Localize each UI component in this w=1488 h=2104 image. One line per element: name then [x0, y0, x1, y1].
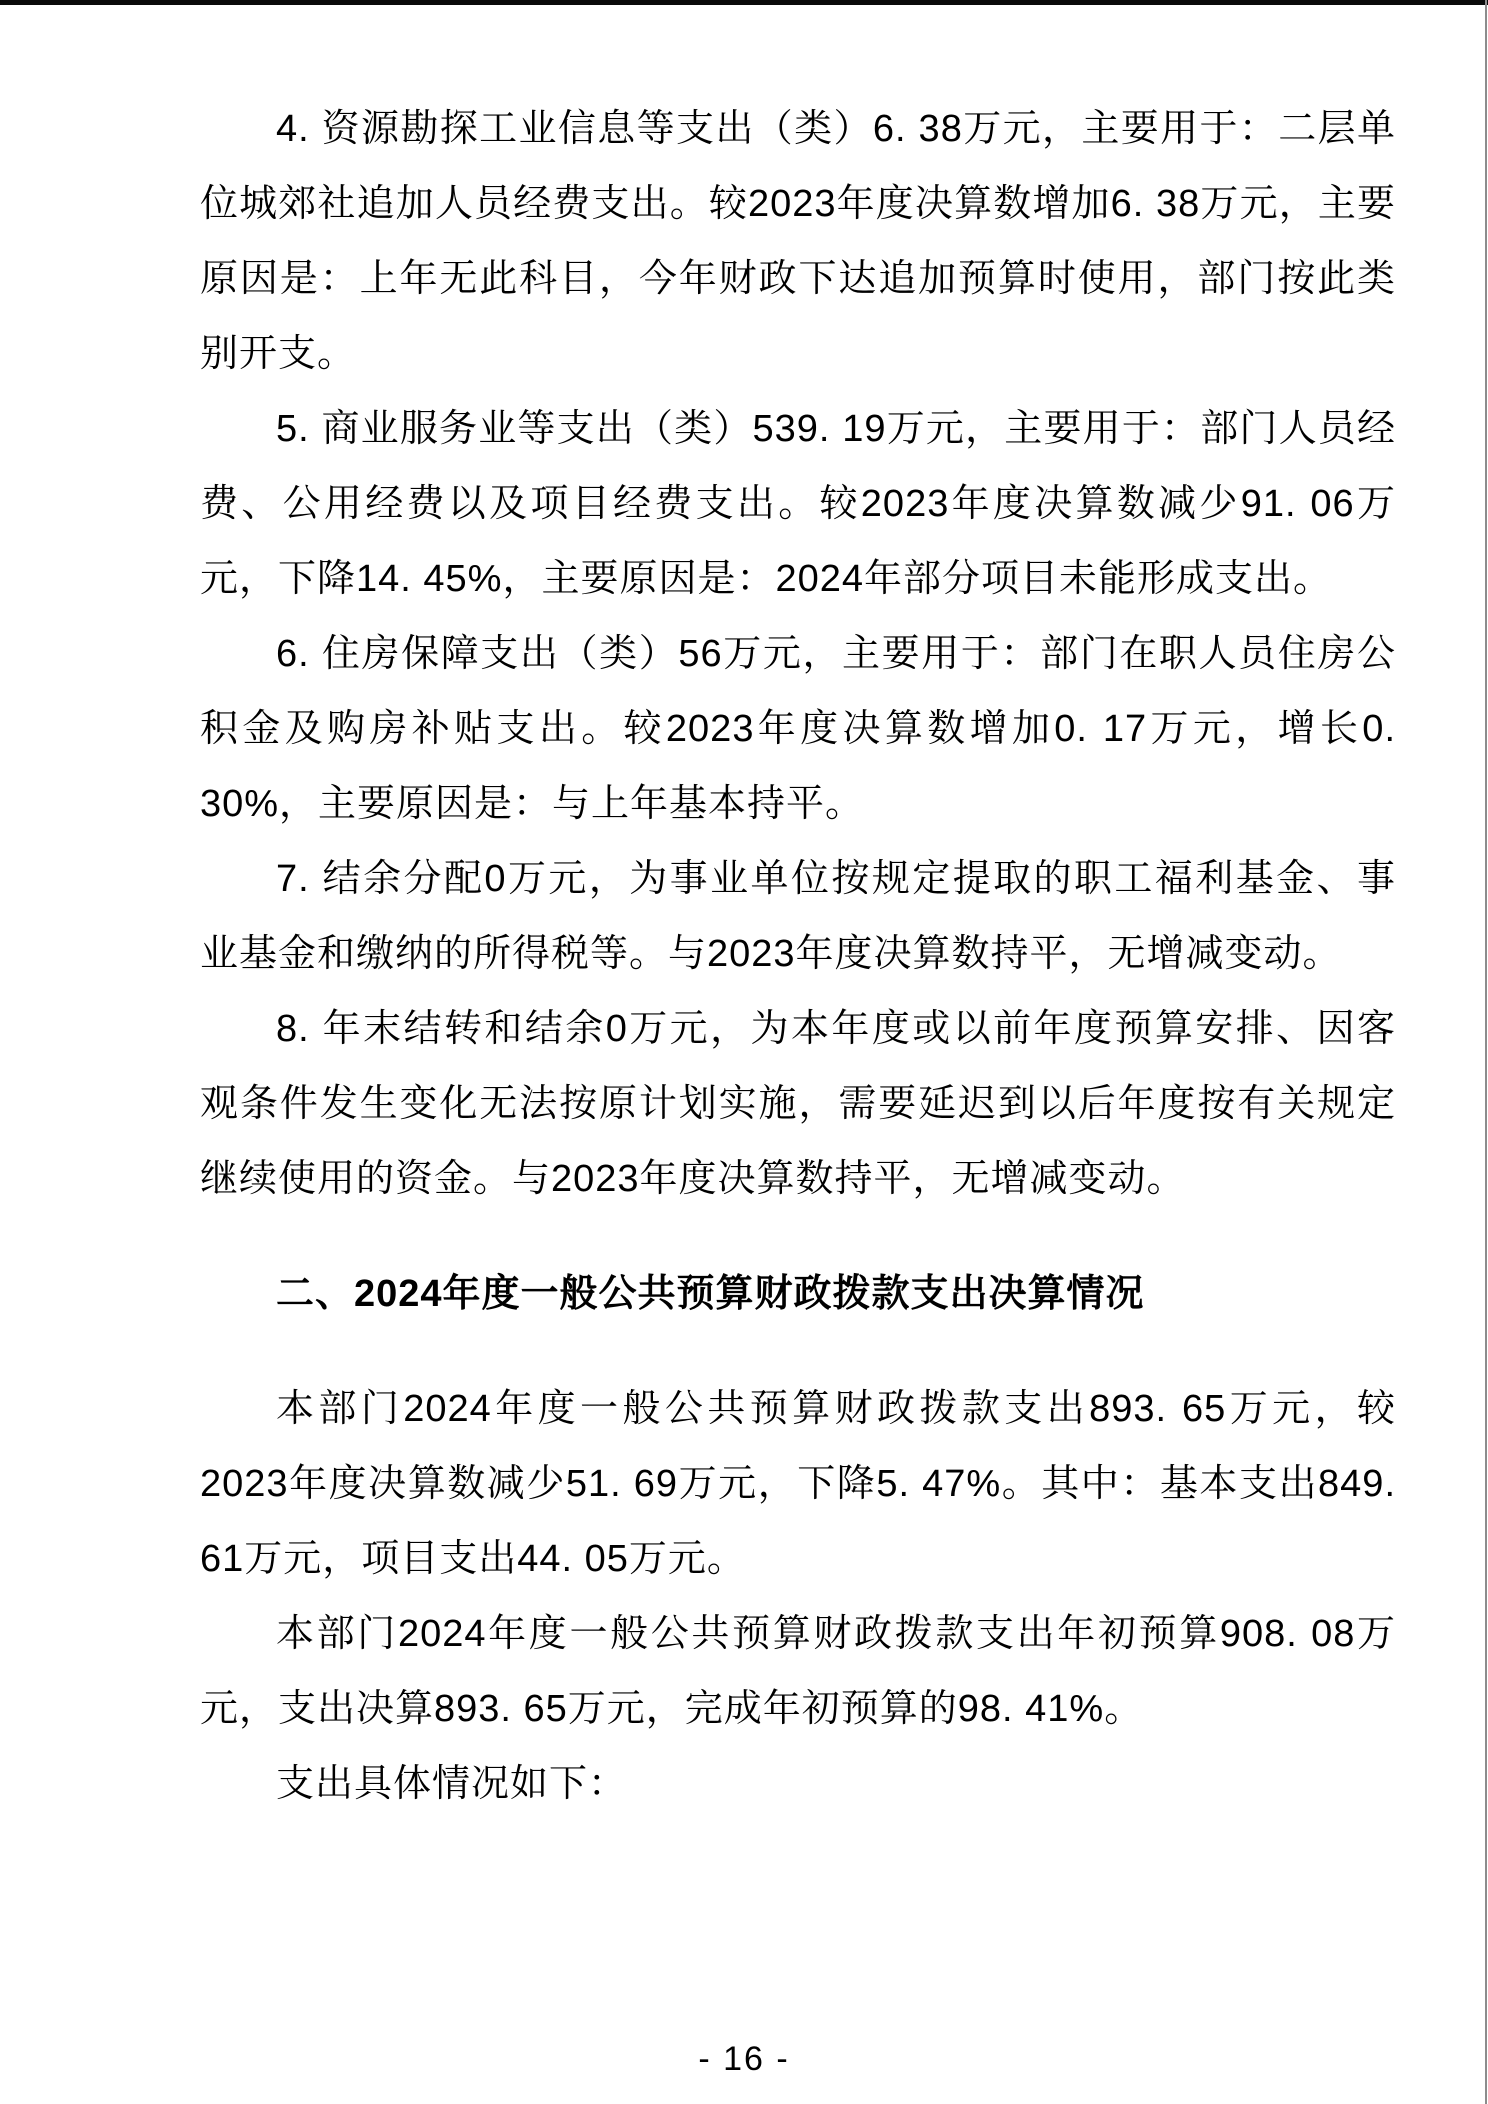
- scan-right-border: [1485, 0, 1487, 2104]
- document-body: [200, 0, 1396, 1822]
- paragraph-item-7: 7. 结余分配0万元，为事业单位按规定提取的职工福利基金、事业基金和缴纳的所得税等。与2023年度决算数持平，无增减变动。: [200, 858, 1396, 975]
- paragraph-item-5: 5. 商业服务业等支出（类）539. 19万元，主要用于：部门人员经费、公用经费以及项目经费支出。较2023年度决算数减少91. 06万元，下降14. 45%，主要原因是：2024年部分项目未能形成支出。: [200, 408, 1396, 600]
- page-number: - 16 -: [698, 2040, 790, 2078]
- paragraph-item-4: 4. 资源勘探工业信息等支出（类）6. 38万元，主要用于：二层单位城郊社追加人员经费支出。较2023年度决算数增加6. 38万元，主要原因是：上年无此科目，今年财政下达追加预算时使用，部门按此类别开支。: [200, 108, 1396, 375]
- paragraph-details-intro: 支出具体情况如下：: [276, 1763, 628, 1805]
- paragraph-expenditure-summary: 本部门2024年度一般公共预算财政拨款支出893. 65万元，较2023年度决算数减少51. 69万元，下降5. 47%。其中：基本支出849. 61万元，项目支出44. 05万元。: [200, 1388, 1396, 1580]
- paragraph-item-8: 8. 年末结转和结余0万元，为本年度或以前年度预算安排、因客观条件发生变化无法按原计划实施，需要延迟到以后年度按有关规定继续使用的资金。与2023年度决算数持平，无增减变动。: [200, 1008, 1396, 1200]
- paragraph-budget-completion: 本部门2024年度一般公共预算财政拨款支出年初预算908. 08万元，支出决算893. 65万元，完成年初预算的98. 41%。: [200, 1613, 1396, 1730]
- section-heading: 二、2024年度一般公共预算财政拨款支出决算情况: [276, 1273, 1145, 1315]
- paragraph-item-6: 6. 住房保障支出（类）56万元，主要用于：部门在职人员住房公积金及购房补贴支出。较2023年度决算数增加0. 17万元，增长0. 30%，主要原因是：与上年基本持平。: [200, 633, 1396, 825]
